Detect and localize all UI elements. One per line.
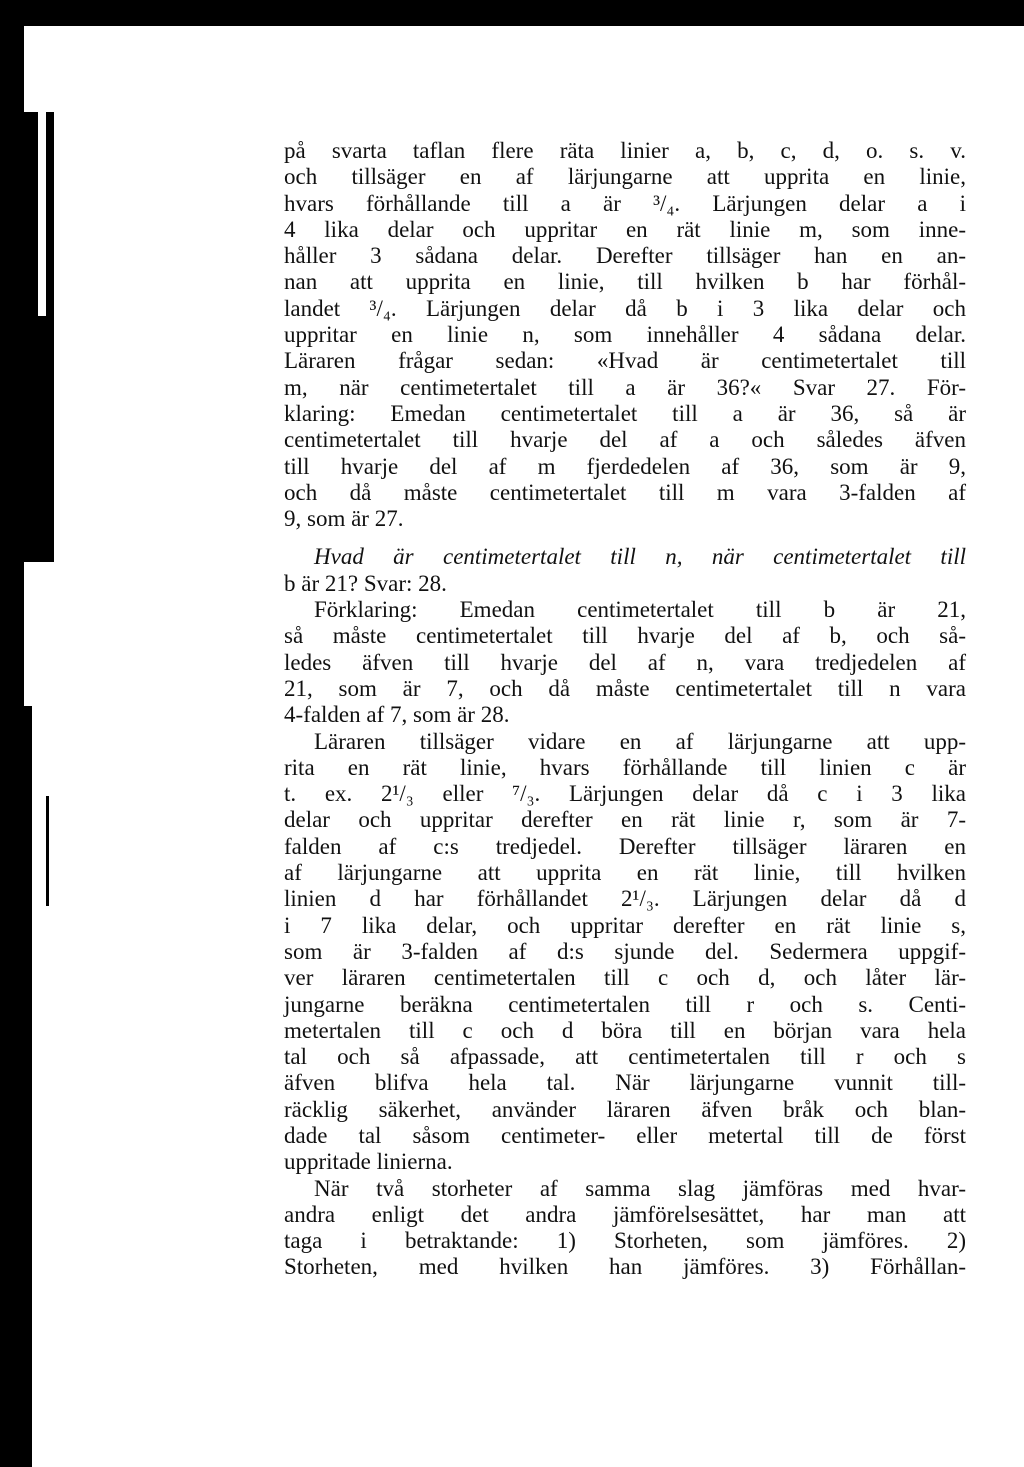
text-line: och tillsäger en af lärjungarne att upprita en linie, <box>284 164 966 190</box>
text-line: andra enligt det andra jämförelsesättet, har man att <box>284 1201 966 1227</box>
text-line: linien d har förhållandet 2¹/₃. Lärjungen delar då d <box>284 886 966 912</box>
text-line: delar och uppritar derefter en rät linie r, som är 7- <box>284 807 966 833</box>
margin-bar-mid <box>38 316 46 562</box>
text-line: 4-falden af 7, som är 28. <box>284 702 510 728</box>
text-line: t. ex. 2¹/₃ eller ⁷/₃. Lärjungen delar då c i 3 lika <box>284 781 966 807</box>
text-line: 21, som är 7, och då måste centimetertalet till n vara <box>284 675 966 701</box>
text-line: uppritade linierna. <box>284 1149 453 1175</box>
margin-bar-bottom-thin <box>46 796 49 906</box>
text-line: till hvarje del af m fjerdedelen af 36, som är 9, <box>284 453 966 479</box>
text-line: När två storheter af samma slag jämföras med hvar- <box>314 1175 966 1201</box>
text-line: 9, som är 27. <box>284 506 404 532</box>
text-line: rita en rät linie, hvars förhållande till linien c är <box>284 754 966 780</box>
text-line: ledes äfven till hvarje del af n, vara tredjedelen af <box>284 649 966 675</box>
text-line: centimetertalet till hvarje del af a och således äfven <box>284 427 966 453</box>
text-line: så måste centimetertalet till hvarje del af b, och så- <box>284 623 966 649</box>
text-line: taga i betraktande: 1) Storheten, som jämföres. 2) <box>284 1228 966 1254</box>
text-line: Läraren tillsäger vidare en af lärjungarne att upp- <box>314 728 966 754</box>
page-text <box>284 138 966 1281</box>
margin-bar-top <box>24 112 38 562</box>
text-line: hvars förhållande till a är ³/₄. Lärjungen delar a i <box>284 190 966 216</box>
margin-bar-bottom <box>24 706 32 1467</box>
text-line: äfven blifva hela tal. När lärjungarne vunnit till- <box>284 1070 966 1096</box>
text-line: tal och så afpassade, att centimetertalen till r och s <box>284 1044 966 1070</box>
text-line: falden af c:s tredjedel. Derefter tillsäger läraren en <box>284 833 966 859</box>
text-line: nan att upprita en linie, till hvilken b har förhål- <box>284 269 966 295</box>
text-line: ver läraren centimetertalen till c och d, och låter lär- <box>284 965 966 991</box>
text-line: uppritar en linie n, som innehåller 4 sådana delar. <box>284 322 966 348</box>
text-line: räcklig säkerhet, använder läraren äfven bråk och blan- <box>284 1096 966 1122</box>
text-line: Storheten, med hvilken han jämföres. 3) Förhållan- <box>284 1254 966 1280</box>
section-gap <box>284 532 966 544</box>
text-line: som är 3-falden af d:s sjunde del. Sedermera uppgif- <box>284 938 966 964</box>
text-line: m, när centimetertalet till a är 36?« Svar 27. För- <box>284 374 966 400</box>
text-line: håller 3 sådana delar. Derefter tillsäger han en an- <box>284 243 966 269</box>
question-line: b är 21? Svar: 28. <box>284 570 447 596</box>
text-line: på svarta taflan flere räta linier a, b, c, d, o. s. v. <box>284 138 966 163</box>
text-line: Läraren frågar sedan: «Hvad är centimetertalet till <box>284 348 966 374</box>
text-line: landet ³/₄. Lärjungen delar då b i 3 lika delar och <box>284 295 966 321</box>
question-line: Hvad är centimetertalet till n, när centimetertalet till <box>314 544 966 570</box>
text-line: jungarne beräkna centimetertalen till r och s. Centi- <box>284 991 966 1017</box>
text-line: dade tal såsom centimeter- eller metertal till de först <box>284 1122 966 1148</box>
margin-bar-top-thin <box>46 112 54 562</box>
text-line: af lärjungarne att upprita en rät linie, till hvilken <box>284 860 966 886</box>
text-line: i 7 lika delar, och uppritar derefter en rät linie s, <box>284 912 966 938</box>
text-line: 4 lika delar och uppritar en rät linie m, som inne- <box>284 216 966 242</box>
text-line: klaring: Emedan centimetertalet till a är 36, så är <box>284 400 966 426</box>
text-line: metertalen till c och d böra till en början vara hela <box>284 1017 966 1043</box>
text-line: och då måste centimetertalet till m vara 3-falden af <box>284 479 966 505</box>
text-line: Förklaring: Emedan centimetertalet till b är 21, <box>314 597 966 623</box>
